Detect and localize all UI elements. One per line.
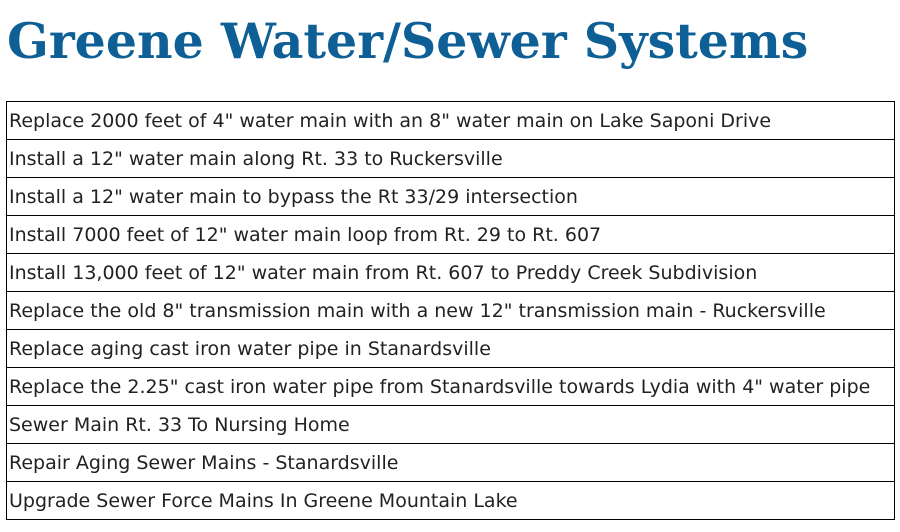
project-cell: Replace aging cast iron water pipe in Stanardsville	[7, 330, 895, 368]
table-row	[7, 444, 895, 482]
project-cell: Install a 12" water main along Rt. 33 to Ruckersville	[7, 140, 895, 178]
project-cell: Replace the old 8" transmission main with a new 12" transmission main - Ruckersville	[7, 292, 895, 330]
page-title: Greene Water/Sewer Systems	[7, 12, 809, 70]
project-cell: Install 7000 feet of 12" water main loop from Rt. 29 to Rt. 607	[7, 216, 895, 254]
table-row	[7, 292, 895, 330]
project-cell: Repair Aging Sewer Mains - Stanardsville	[7, 444, 895, 482]
project-cell: Install 13,000 feet of 12" water main from Rt. 607 to Preddy Creek Subdivision	[7, 254, 895, 292]
table-row	[7, 330, 895, 368]
project-cell: Sewer Main Rt. 33 To Nursing Home	[7, 406, 895, 444]
table-row	[7, 406, 895, 444]
project-cell: Replace the 2.25" cast iron water pipe from Stanardsville towards Lydia with 4" water pipe	[7, 368, 895, 406]
table-row	[7, 140, 895, 178]
table-row	[7, 482, 895, 520]
table-row	[7, 216, 895, 254]
table-row	[7, 368, 895, 406]
table-row	[7, 102, 895, 140]
project-cell: Upgrade Sewer Force Mains In Greene Mountain Lake	[7, 482, 895, 520]
table-row	[7, 254, 895, 292]
project-cell: Replace 2000 feet of 4" water main with an 8" water main on Lake Saponi Drive	[7, 102, 895, 140]
project-table	[6, 101, 895, 520]
table-row	[7, 178, 895, 216]
project-cell: Install a 12" water main to bypass the Rt 33/29 intersection	[7, 178, 895, 216]
